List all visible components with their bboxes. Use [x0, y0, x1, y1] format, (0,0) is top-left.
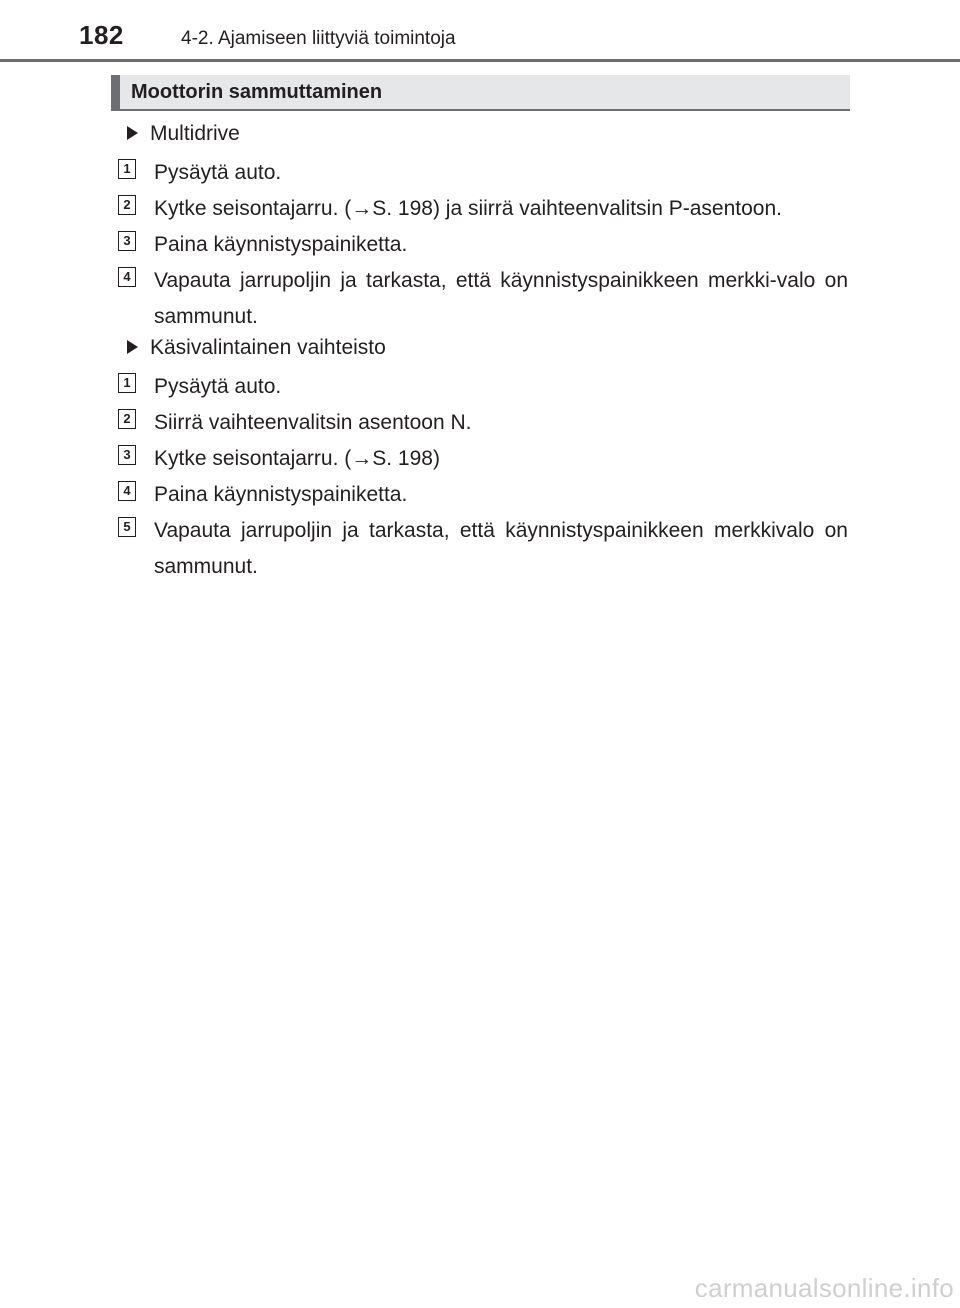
- step-text: Paina käynnistyspainiketta.: [154, 233, 408, 256]
- header-divider: [0, 59, 960, 62]
- step-text: Kytke seisontajarru. (→S. 198): [154, 447, 440, 470]
- step-number-badge: 1: [118, 159, 136, 179]
- chapter-title: 4-2. Ajamiseen liittyviä toimintoja: [181, 28, 456, 49]
- triangle-bullet-icon: [127, 126, 138, 140]
- step-text: Vapauta jarrupoljin ja tarkasta, että käynnistyspainikkeen merkki-valo on sammunut.: [154, 269, 848, 328]
- watermark: carmanualsonline.info: [694, 1273, 954, 1303]
- heading-accent-bar: [111, 75, 120, 109]
- section-heading: [111, 75, 850, 111]
- step-text: Kytke seisontajarru. (→S. 198) ja siirrä vaihteenvalitsin P-asentoon.: [154, 197, 782, 220]
- subheading-label: Multidrive: [150, 122, 240, 145]
- triangle-bullet-icon: [127, 340, 138, 354]
- step-number-badge: 3: [118, 445, 136, 465]
- step-number-badge: 2: [118, 195, 136, 215]
- step-number-badge: 1: [118, 373, 136, 393]
- step-text: Pysäytä auto.: [154, 375, 282, 398]
- step-text: Pysäytä auto.: [154, 161, 282, 184]
- step-text: Siirrä vaihteenvalitsin asentoon N.: [154, 411, 472, 434]
- step-number-badge: 2: [118, 409, 136, 429]
- step-number-badge: 3: [118, 231, 136, 251]
- subheading-manual: [127, 334, 386, 362]
- step-number-badge: 4: [118, 267, 136, 287]
- step-number-badge: 5: [118, 517, 136, 537]
- step-text: Paina käynnistyspainiketta.: [154, 483, 408, 506]
- subheading-multidrive: [127, 120, 240, 148]
- subheading-label: Käsivalintainen vaihteisto: [150, 336, 386, 359]
- section-title: Moottorin sammuttaminen: [131, 81, 383, 103]
- step-number-badge: 4: [118, 481, 136, 501]
- page-number: 182: [79, 20, 124, 50]
- page-header: [0, 0, 960, 62]
- step-text: Vapauta jarrupoljin ja tarkasta, että käynnistyspainikkeen merkkivalo on sammunut.: [154, 519, 848, 578]
